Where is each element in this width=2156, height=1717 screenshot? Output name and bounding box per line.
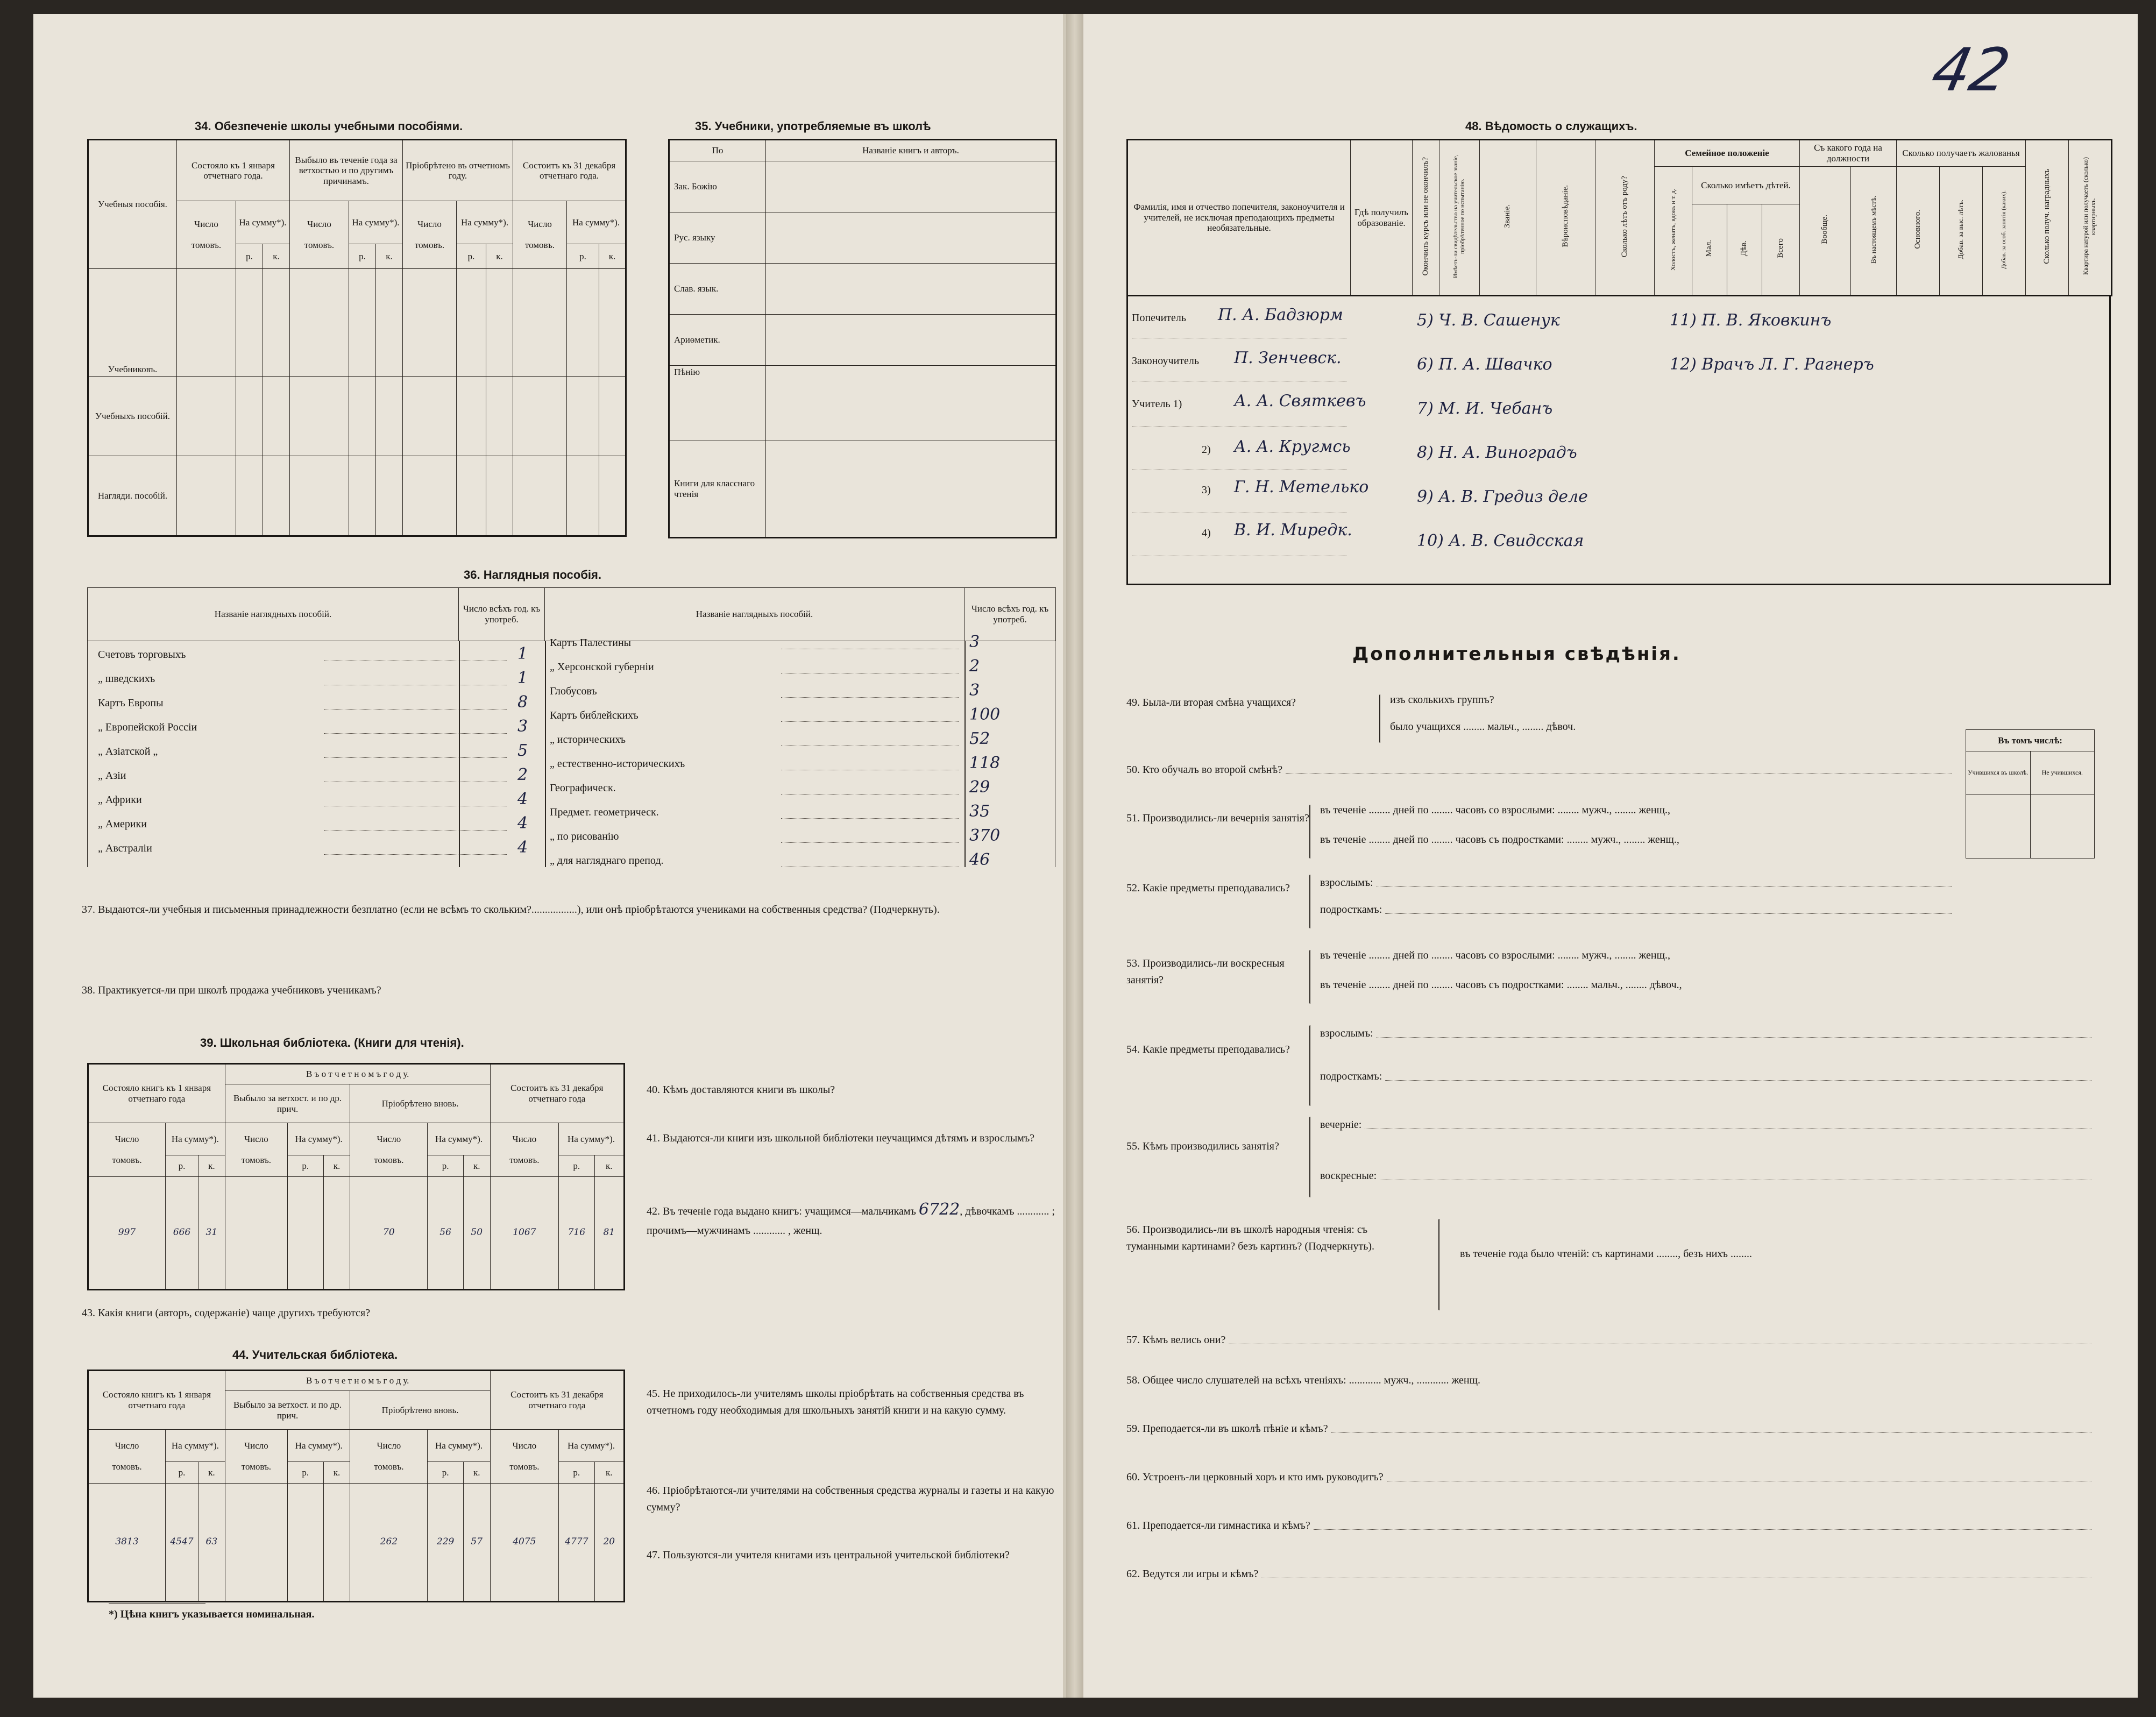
- s48-col-detei: Сколько имѣетъ дѣтей.: [1692, 167, 1800, 204]
- s44-chislo: Число томовъ.: [88, 1430, 166, 1484]
- s48-col-voobshe: Вообще.: [1820, 215, 1829, 245]
- s34-col-sostoit: Состоитъ къ 31 декабря отчетнаго года.: [513, 140, 626, 201]
- q61-row: 61. Преподается-ли гимнастика и кѣмъ?: [1126, 1517, 2095, 1534]
- s34-k: к.: [486, 244, 513, 269]
- s35-row: Зак. Божію: [669, 161, 766, 212]
- s36-left-item-name: Счетовъ торговыхъ: [98, 649, 186, 661]
- s48-name: Г. Н. Метелько: [1234, 478, 1369, 496]
- s39-st-r: 716: [559, 1177, 594, 1290]
- s48-col-semeinoe: Семейное положеніе: [1655, 140, 1800, 167]
- s44-title: 44. Учительская библіотека.: [232, 1348, 398, 1361]
- s39-na-summu: На сумму*).: [288, 1123, 350, 1155]
- s36-right-item-name: „ Херсонской губерніи: [550, 661, 654, 673]
- s36-right-item: [550, 826, 1050, 850]
- s35-title: 35. Учебники, употребляемые въ школѣ: [695, 119, 931, 133]
- s48-title: 48. Вѣдомость о служащихъ.: [1465, 119, 1637, 133]
- s36-left-item-name: „ Азіи: [98, 770, 126, 782]
- v-tom: Въ томъ числѣ:: [1966, 730, 2095, 751]
- s36-right-item-name: Географическ.: [550, 782, 616, 794]
- s36-left-item: [98, 741, 561, 765]
- s48-extra-name: 7) М. И. Чебанъ: [1417, 399, 1553, 418]
- k: к.: [198, 1462, 225, 1484]
- q46: 46. Пріобрѣтаются-ли учителями на собственныя средства журналы и газеты и на какую сумму?: [647, 1485, 1054, 1513]
- s44-na-summu: На сумму*).: [428, 1430, 490, 1462]
- s36-left-item: [98, 765, 561, 790]
- s34-col-priobreteno: Пріобрѣтено въ отчетномъ году.: [403, 140, 513, 201]
- r: р.: [428, 1155, 463, 1177]
- s48-role: Законоучитель: [1132, 355, 1200, 367]
- q49: 49. Была-ли вторая смѣна учащихся?: [1126, 697, 1296, 708]
- s44-col-priobreteno: Пріобрѣтено вновь.: [350, 1391, 490, 1430]
- s34-col-uchebnyya: Учебныя пособія.: [88, 140, 177, 269]
- s48-name: В. И. Миредк.: [1234, 521, 1352, 540]
- s35-row: Ариѳметик.: [669, 315, 766, 366]
- s48-col-vero: Вѣроисповѣданіе.: [1561, 185, 1570, 247]
- q55-vech: вечерніе:: [1320, 1117, 2095, 1133]
- s44-pr-k: 57: [463, 1484, 490, 1602]
- s34-row-naglyadn: Нагляди. пособій.: [88, 456, 177, 536]
- s34-chislo-1: Число томовъ.: [177, 201, 236, 269]
- s34-k: к.: [376, 244, 403, 269]
- s39-chislo: Число томовъ.: [225, 1123, 287, 1177]
- s36-right-item-count: 100: [969, 705, 1001, 724]
- s34-r: р.: [349, 244, 376, 269]
- q55: 55. Кѣмъ производились занятія?: [1126, 1140, 1279, 1152]
- s35-col-nazvanie: Названіе книгъ и авторъ.: [766, 140, 1056, 161]
- s48-col-dev: Дѣв.: [1740, 240, 1749, 257]
- q40: 40. Кѣмъ доставляются книги въ школы?: [647, 1084, 835, 1096]
- s36-left-item: [98, 814, 561, 838]
- q58: 58. Общее число слушателей на всѣхъ чтеніяхъ: ............ мужч., ............ женщ.: [1126, 1374, 1480, 1386]
- s36-right-item-count: 2: [969, 657, 980, 676]
- s48-name: П. А. Бадзюрм: [1218, 306, 1343, 324]
- s48-col-okonchil: Окончилъ курсъ или не окончилъ?: [1421, 157, 1430, 276]
- s48-role: 2): [1202, 444, 1211, 456]
- s44-col-sostoit: Состоитъ къ 31 декабря отчетнаго года: [490, 1371, 624, 1430]
- s48-extra-name: 5) Ч. В. Сашенук: [1417, 311, 1560, 330]
- s44-sost-k: 63: [198, 1484, 225, 1602]
- s36-left-item-count: 1: [517, 669, 528, 687]
- q52-vz: взрослымъ:: [1320, 875, 1955, 891]
- q62-row: 62. Ведутся ли игры и кѣмъ?: [1126, 1566, 2095, 1583]
- s39-col-sostoit: Состоитъ къ 31 декабря отчетнаго года: [490, 1064, 624, 1123]
- r: р.: [166, 1155, 198, 1177]
- s36-left-item-name: „ Америки: [98, 818, 147, 830]
- s36-left-item-name: „ шведскихъ: [98, 673, 155, 685]
- s48-col-svid: Имѣетъ-ли свидѣтельство на учительское званіе, пріобрѣтенное по испытанію.: [1452, 154, 1466, 278]
- s48-extra-name: 9) А. В. Гредиз деле: [1417, 487, 1588, 506]
- s44-table: [87, 1370, 625, 1602]
- s36-right-item-count: 370: [969, 826, 1001, 845]
- s36-right-item-count: 46: [969, 850, 990, 869]
- q55-vosk: воскресные:: [1320, 1168, 2095, 1184]
- s36-left-item: [98, 838, 561, 862]
- s39-pr-chislo: 70: [350, 1177, 428, 1290]
- s39-table: [87, 1063, 625, 1290]
- s44-col-sostoyalo: Состояло книгъ къ 1 января отчетнаго года: [88, 1371, 225, 1430]
- s35-row: Книги для класснаго чтенія: [669, 441, 766, 538]
- s36-right-item: [550, 850, 1050, 875]
- s34-k: к.: [599, 244, 626, 269]
- s35-row: Рус. языку: [669, 212, 766, 264]
- s44-chislo: Число томовъ.: [490, 1430, 558, 1484]
- s48-role: 3): [1202, 484, 1211, 496]
- s48-col-zvanie: Званіе.: [1503, 204, 1512, 229]
- s36-right-item-name: Глобусовъ: [550, 685, 597, 697]
- s36-left-item-name: „ Европейской Россіи: [98, 721, 197, 733]
- s36-right-item-count: 118: [969, 754, 1001, 772]
- s36-right-item: [550, 802, 1050, 826]
- r: р.: [559, 1155, 594, 1177]
- r: р.: [288, 1462, 323, 1484]
- q41: 41. Выдаются-ли книги изъ школьной библіотеки неучащимся дѣтямъ и взрослымъ?: [647, 1132, 1035, 1144]
- s34-na-summu-4: На сумму*).: [567, 201, 626, 244]
- s36-left-item: [98, 669, 561, 693]
- s36-right-item: [550, 705, 1050, 729]
- s36-right-item-name: Картъ Палестины: [550, 637, 632, 649]
- q53a: въ теченіе ........ дней по ........ часовъ со взрослыми: ........ мужч., ........ женщ.,: [1320, 949, 1670, 961]
- s48-col-obraz: Гдѣ получилъ образованіе.: [1351, 140, 1413, 296]
- s36-left-item-count: 4: [517, 814, 528, 833]
- s39-st-chislo: 1067: [490, 1177, 558, 1290]
- s39-chislo: Число томовъ.: [88, 1123, 166, 1177]
- s44-st-r: 4777: [559, 1484, 594, 1602]
- s36-right-item-name: „ историческихъ: [550, 734, 626, 746]
- q43: 43. Какія книги (авторъ, содержаніе) чаще другихъ требуются?: [82, 1307, 371, 1319]
- k: к.: [198, 1155, 225, 1177]
- s36-right-item: [550, 778, 1050, 802]
- s36-left-item: [98, 717, 561, 741]
- q54-vz: взрослымъ:: [1320, 1025, 2095, 1042]
- right-page: [1083, 14, 2138, 1698]
- k: к.: [323, 1462, 350, 1484]
- s44-pr-r: 229: [428, 1484, 463, 1602]
- s44-chislo: Число томовъ.: [350, 1430, 428, 1484]
- s39-chislo: Число томовъ.: [350, 1123, 428, 1177]
- s44-na-summu: На сумму*).: [288, 1430, 350, 1462]
- q38: 38. Практикуется-ли при школѣ продажа учебниковъ ученикамъ?: [82, 984, 381, 996]
- q57-row: 57. Кѣмъ велись они?: [1126, 1332, 2095, 1349]
- s34-col-vybylo: Выбыло въ теченіе года за ветхостью и по другимъ причинамъ.: [290, 140, 403, 201]
- left-page: [33, 14, 1066, 1698]
- s36-col-name: Названіе наглядныхъ пособій.: [88, 588, 459, 641]
- k: к.: [323, 1155, 350, 1177]
- s48-role: Попечитель: [1132, 312, 1187, 324]
- s34-r: р.: [567, 244, 599, 269]
- r: р.: [166, 1462, 198, 1484]
- s48-role: Учитель 1): [1132, 398, 1182, 410]
- k: к.: [463, 1462, 490, 1484]
- s48-extra-name: 10) А. В. Свидсская: [1417, 531, 1584, 550]
- q59-row: 59. Преподается-ли въ школѣ пѣніе и кѣмъ?: [1126, 1421, 2095, 1437]
- k: к.: [594, 1155, 624, 1177]
- q50-row: [1126, 762, 1955, 778]
- q51: 51. Производились-ли вечернія занятія?: [1126, 812, 1309, 824]
- k: к.: [463, 1155, 490, 1177]
- s48-col-dobav: Добав. за выс. лѣтъ.: [1956, 200, 1965, 260]
- s48-col-name: Фамилія, имя и отчество попечителя, законоучителя и учителей, не исключая преподающихъ предметы необязательные.: [1127, 140, 1351, 296]
- q53b: въ теченіе ........ дней по ........ часовъ съ подростками: ........ мальч., ........ дѣвоч.,: [1320, 979, 1682, 991]
- q47: 47. Пользуются-ли учителя книгами изъ центральной учительской библіотеки?: [647, 1549, 1010, 1561]
- s44-sost-r: 4547: [166, 1484, 198, 1602]
- s39-col-priobreteno: Пріобрѣтено вновь.: [350, 1084, 490, 1123]
- s36-right-item-name: „ по рисованію: [550, 831, 619, 842]
- s39-pr-r: 56: [428, 1177, 463, 1290]
- s36-left-item: [98, 644, 561, 669]
- s36-left-item-count: 4: [517, 790, 528, 808]
- s39-na-summu: На сумму*).: [428, 1123, 490, 1155]
- s39-col-vybylo: Выбыло за ветхост. и по др. прич.: [225, 1084, 350, 1123]
- s48-name: П. Зенчевск.: [1234, 349, 1342, 367]
- footnote: *) Цѣна книгъ указывается номинальная.: [109, 1608, 315, 1620]
- s35-table: [668, 139, 1057, 538]
- s34-chislo-2: Число томовъ.: [290, 201, 349, 269]
- s36-left-item-name: „ Австраліи: [98, 842, 152, 854]
- s36-left-item-count: 4: [517, 838, 528, 857]
- s39-sost-r: 666: [166, 1177, 198, 1290]
- q60-row: 60. Устроенъ-ли церковный хоръ и кто имъ руководитъ?: [1126, 1469, 2095, 1486]
- s39-col-sostoyalo: Состояло книгъ къ 1 января отчетнаго года: [88, 1064, 225, 1123]
- s39-title: 39. Школьная библіотека. (Книги для чтенія).: [200, 1036, 464, 1049]
- s39-chislo: Число томовъ.: [490, 1123, 558, 1177]
- s44-st-k: 20: [594, 1484, 624, 1602]
- s48-name: А. А. Кругмсь: [1234, 437, 1351, 456]
- s36-right-item-count: 35: [969, 802, 990, 821]
- s34-r: р.: [236, 244, 263, 269]
- s44-st-chislo: 4075: [490, 1484, 558, 1602]
- q53: 53. Производились-ли воскресныя занятія?: [1126, 957, 1285, 986]
- s48-header-table: [1126, 139, 2112, 296]
- s34-na-summu-1: На сумму*).: [236, 201, 290, 244]
- q52: 52. Какіе предметы преподавались?: [1126, 882, 1290, 894]
- q54: 54. Какіе предметы преподавались?: [1126, 1044, 1290, 1055]
- s36-left-item-count: 5: [517, 741, 528, 760]
- s48-col-zhalov: Сколько получаетъ жалованья: [1897, 140, 2026, 167]
- s36-right-item-name: „ для нагляднаго препод.: [550, 855, 664, 867]
- k: к.: [594, 1462, 624, 1484]
- s39-na-summu: На сумму*).: [559, 1123, 625, 1155]
- s48-col-kvartira: Квартира натурой или получаетъ (сколько) квартирныхъ.: [2082, 157, 2097, 275]
- s34-k: к.: [263, 244, 290, 269]
- s35-row: Пѣнію: [669, 366, 766, 441]
- s39-pr-k: 50: [463, 1177, 490, 1290]
- r: р.: [559, 1462, 594, 1484]
- s48-col-s-kakogo: Съ какого года на должности: [1800, 140, 1897, 167]
- s48-col-nasto: Въ настоящемъ мѣстѣ.: [1869, 195, 1877, 264]
- s48-col-holost: Холостъ, женатъ, вдовъ и т. д.: [1669, 188, 1677, 271]
- s34-table: [87, 139, 627, 537]
- s48-col-nagrad: Сколько получ. наградныхъ: [2042, 168, 2051, 264]
- page-fold: [1066, 14, 1083, 1698]
- s36-right-item-count: 3: [969, 633, 980, 651]
- s34-row-uchebnyh: Учебныхъ пособій.: [88, 376, 177, 456]
- s48-col-mal: Мал.: [1705, 240, 1714, 257]
- s48-col-vsego: Всего: [1776, 238, 1785, 259]
- s36-left-item-count: 2: [517, 765, 528, 784]
- s44-chislo: Число томовъ.: [225, 1430, 287, 1484]
- q56: 56. Производились-ли въ школѣ народныя чтенія: съ туманными картинами? безъ картинъ? (Подчеркнуть).: [1126, 1224, 1375, 1252]
- s34-na-summu-2: На сумму*).: [349, 201, 403, 244]
- q37: 37. Выдаются-ли учебныя и письменныя принадлежности безплатно (если не всѣмъ то скольким?.................), или онѣ пріобрѣтаются учениками на собственныя средства? (Подчеркнуть).: [82, 904, 940, 916]
- dop-title: Дополнительныя свѣдѣнія.: [1352, 643, 1681, 665]
- r: р.: [288, 1155, 323, 1177]
- s48-extra-name: 8) Н. А. Виноградъ: [1417, 443, 1577, 462]
- s36-right-item: [550, 754, 1050, 778]
- s44-sost-chislo: 3813: [88, 1484, 166, 1602]
- q52-pod: подросткамъ:: [1320, 902, 1955, 918]
- s39-col-v-otch: В ъ о т ч е т н о м ъ г о д у.: [225, 1064, 490, 1084]
- s36-col-count: Число всѣхъ год. къ употреб.: [459, 588, 545, 641]
- s39-na-summu: На сумму*).: [166, 1123, 225, 1155]
- s48-name: А. А. Святкевъ: [1234, 392, 1366, 410]
- q56a: въ теченіе года было чтеній: съ картинами ........, безъ нихъ ........: [1460, 1248, 1752, 1260]
- s36-right-item-count: 3: [969, 681, 980, 700]
- s48-extra2-name: 11) П. В. Яковкинъ: [1670, 311, 1832, 330]
- s44-col-vybylo: Выбыло за ветхост. и по др. прич.: [225, 1391, 350, 1430]
- q45: 45. Не приходилось-ли учителямъ школы пріобрѣтать на собственныя средства въ отчетномъ году необходимыя для школьныхъ занятій книги и на какую сумму.: [647, 1388, 1024, 1416]
- q51a: въ теченіе ........ дней по ........ часовъ со взрослыми: ........ мужч., ........ женщ.,: [1320, 804, 1670, 816]
- s36-left-item-count: 8: [517, 693, 528, 712]
- neuch: Не учившихся.: [2030, 751, 2095, 794]
- s36-right-item: [550, 681, 1050, 705]
- s36-right-item-name: „ естественно-историческихъ: [550, 758, 685, 770]
- s48-role: 4): [1202, 527, 1211, 539]
- s39-st-k: 81: [594, 1177, 624, 1290]
- s36-right-item: [550, 657, 1050, 681]
- uchivsh: Учившихся въ школѣ.: [1966, 751, 2031, 794]
- s36-right-item-count: 29: [969, 778, 990, 797]
- s34-chislo-4: Число томовъ.: [513, 201, 567, 269]
- s36-right-item-count: 52: [969, 729, 990, 748]
- q49b: было учащихся ........ мальч., ........ дѣвоч.: [1390, 721, 1576, 733]
- s36-right-item-name: Картъ библейскихъ: [550, 709, 639, 721]
- s36-title: 36. Наглядныя пособія.: [464, 568, 601, 581]
- s48-col-osnov: Основного.: [1913, 210, 1922, 250]
- s36-left-item: [98, 790, 561, 814]
- q54-pod: подросткамъ:: [1320, 1068, 2095, 1085]
- r: р.: [428, 1462, 463, 1484]
- v-tom-table: [1966, 729, 2095, 859]
- s48-col-osob: Добав. за особ. занятія (каких).: [2001, 190, 2008, 269]
- s39-sost-chislo: 997: [88, 1177, 166, 1290]
- s44-na-summu: На сумму*).: [166, 1430, 225, 1462]
- s36-right-item: [550, 633, 1050, 657]
- q42: 42. Въ теченіе года выдано книгъ: учащимся—мальчикамъ 6722, дѣвочкамъ ............ ; прочимъ—мужчинамъ ............ , женщ.: [647, 1200, 1055, 1237]
- page-number: 42: [1926, 36, 2016, 104]
- q42-boys: 6722: [918, 1200, 960, 1219]
- s36-col-name-2: Названіе наглядныхъ пособій.: [545, 588, 964, 641]
- s36-left-item-count: 3: [517, 717, 528, 736]
- s36-left-item-count: 1: [517, 644, 528, 663]
- s36-left-item: [98, 693, 561, 717]
- s34-col-sostoyalo: Состояло къ 1 января отчетнаго года.: [177, 140, 290, 201]
- s36-left-item-name: Картъ Европы: [98, 697, 164, 709]
- s48-extra2-name: 12) Врачъ Л. Г. Рагнеръ: [1670, 355, 1874, 374]
- s39-sost-k: 31: [198, 1177, 225, 1290]
- s36-left-item-name: „ Африки: [98, 794, 142, 806]
- s34-row-uchebnikov: Учебниковъ.: [88, 268, 177, 376]
- s44-na-summu: На сумму*).: [559, 1430, 625, 1462]
- s35-row: Слав. язык.: [669, 264, 766, 315]
- s34-chislo-3: Число томовъ.: [403, 201, 457, 269]
- s48-col-let: Сколько лѣтъ отъ роду?: [1620, 175, 1629, 257]
- s35-col-po: По: [669, 140, 766, 161]
- s34-r: р.: [457, 244, 486, 269]
- s44-pr-chislo: 262: [350, 1484, 428, 1602]
- s36-col-count-2: Число всѣхъ год. къ употреб.: [964, 588, 1056, 641]
- s34-title: 34. Обезпеченіе школы учебными пособіями.: [195, 119, 463, 133]
- s48-extra-name: 6) П. А. Швачко: [1417, 355, 1552, 374]
- q51b: въ теченіе ........ дней по ........ часовъ съ подростками: ........ мужч., ........ женщ.,: [1320, 834, 1679, 846]
- s36-right-item-name: Предмет. геометрическ.: [550, 806, 659, 818]
- s34-na-summu-3: На сумму*).: [457, 201, 513, 244]
- s36-left-item-name: „ Азіатской „: [98, 746, 158, 757]
- q49a: изъ сколькихъ группъ?: [1390, 694, 1494, 706]
- q50: 50. Кто обучалъ во второй смѣнѣ?: [1126, 764, 1283, 776]
- s36-right-item: [550, 729, 1050, 754]
- s44-col-v-otch: В ъ о т ч е т н о м ъ г о д у.: [225, 1371, 490, 1391]
